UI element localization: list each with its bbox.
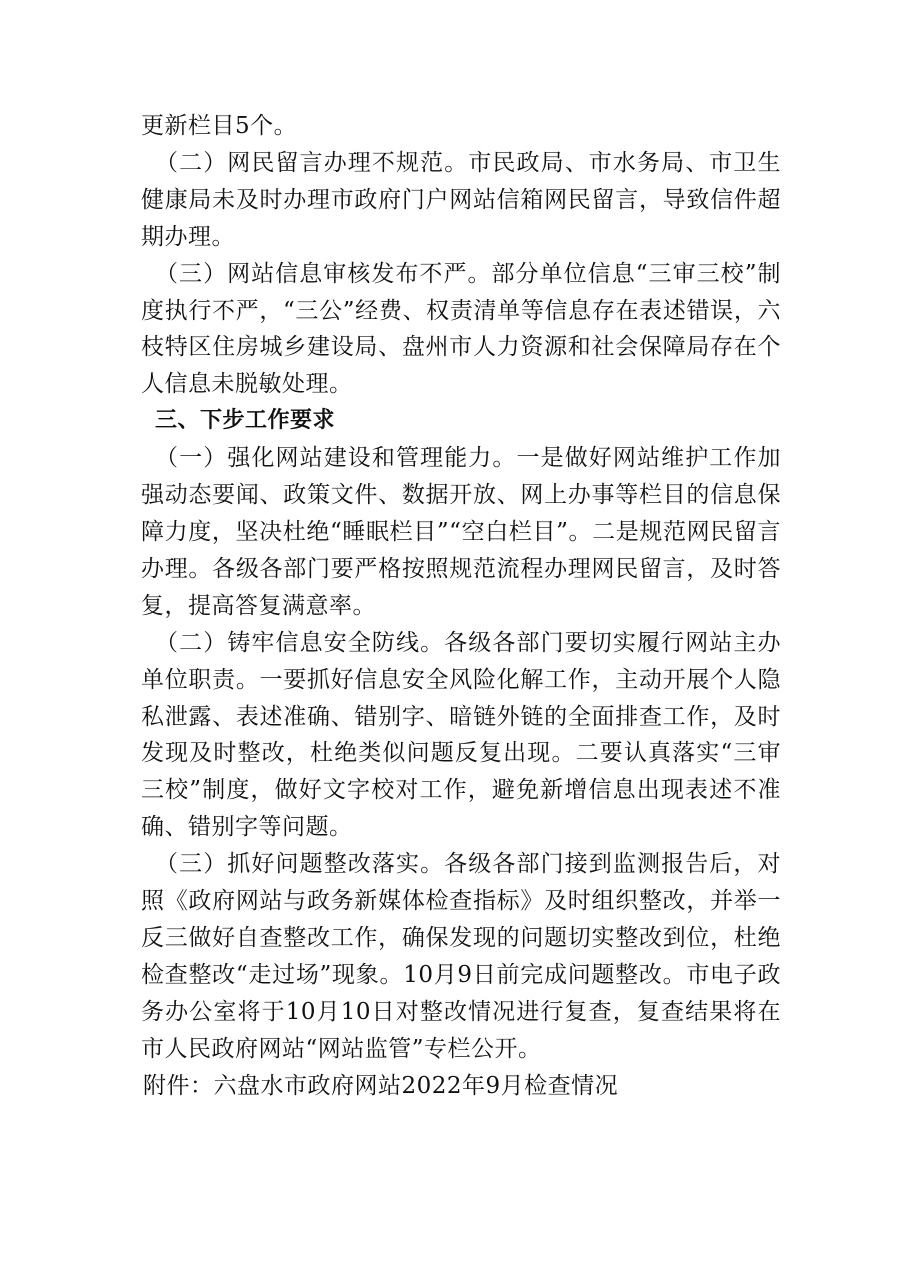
paragraph-info-security: （二）铸牢信息安全防线。各级各部门要切实履行网站主办单位职责。一要抓好信息安全风险化解工作，主动开展个人隐私泄露、表述准确、错别字、暗链外链的全面排查工作，及时发现及时整改，杜绝类似问题反复出现。二要认真落实“三审三校”制度，做好文字校对工作，避免新增信息出现表述不准确、错别字等问题。	[141, 629, 781, 841]
paragraph-continuation: 更新栏目5个。	[141, 113, 298, 139]
section-heading-next-steps: 三、下步工作要求	[155, 408, 336, 434]
paragraph-message-handling: （二）网民留言办理不规范。市民政局、市水务局、市卫生健康局未及时办理市政府门户网站信箱网民留言，导致信件超期办理。	[141, 149, 781, 250]
attachment-line: 附件：六盘水市政府网站2022年9月检查情况	[143, 1072, 619, 1099]
paragraph-rectification: （三）抓好问题整改落实。各级各部门接到监测报告后，对照《政府网站与政务新媒体检查指标》及时组织整改，并举一反三做好自查整改工作，确保发现的问题切实整改到位，杜绝检查整改“走过场”现象。10月9日前完成问题整改。市电子政务办公室将于10月10日对整改情况进行复查，复查结果将在市人民政府网站“网站监管”专栏公开。	[141, 851, 781, 1062]
document-body	[141, 108, 781, 1104]
paragraph-info-review: （三）网站信息审核发布不严。部分单位信息“三审三校”制度执行不严，“三公”经费、权责清单等信息存在表述错误，六枝特区住房城乡建设局、盘州市人力资源和社会保障局存在个人信息未脱敏处理。	[141, 260, 781, 398]
paragraph-site-management: （一）强化网站建设和管理能力。一是做好网站维护工作加强动态要闻、政策文件、数据开放、网上办事等栏目的信息保障力度，坚决杜绝“睡眠栏目”“空白栏目”。二是规范网民留言办理。各级各部门要严格按照规范流程办理网民留言，及时答复，提高答复满意率。	[141, 445, 781, 619]
